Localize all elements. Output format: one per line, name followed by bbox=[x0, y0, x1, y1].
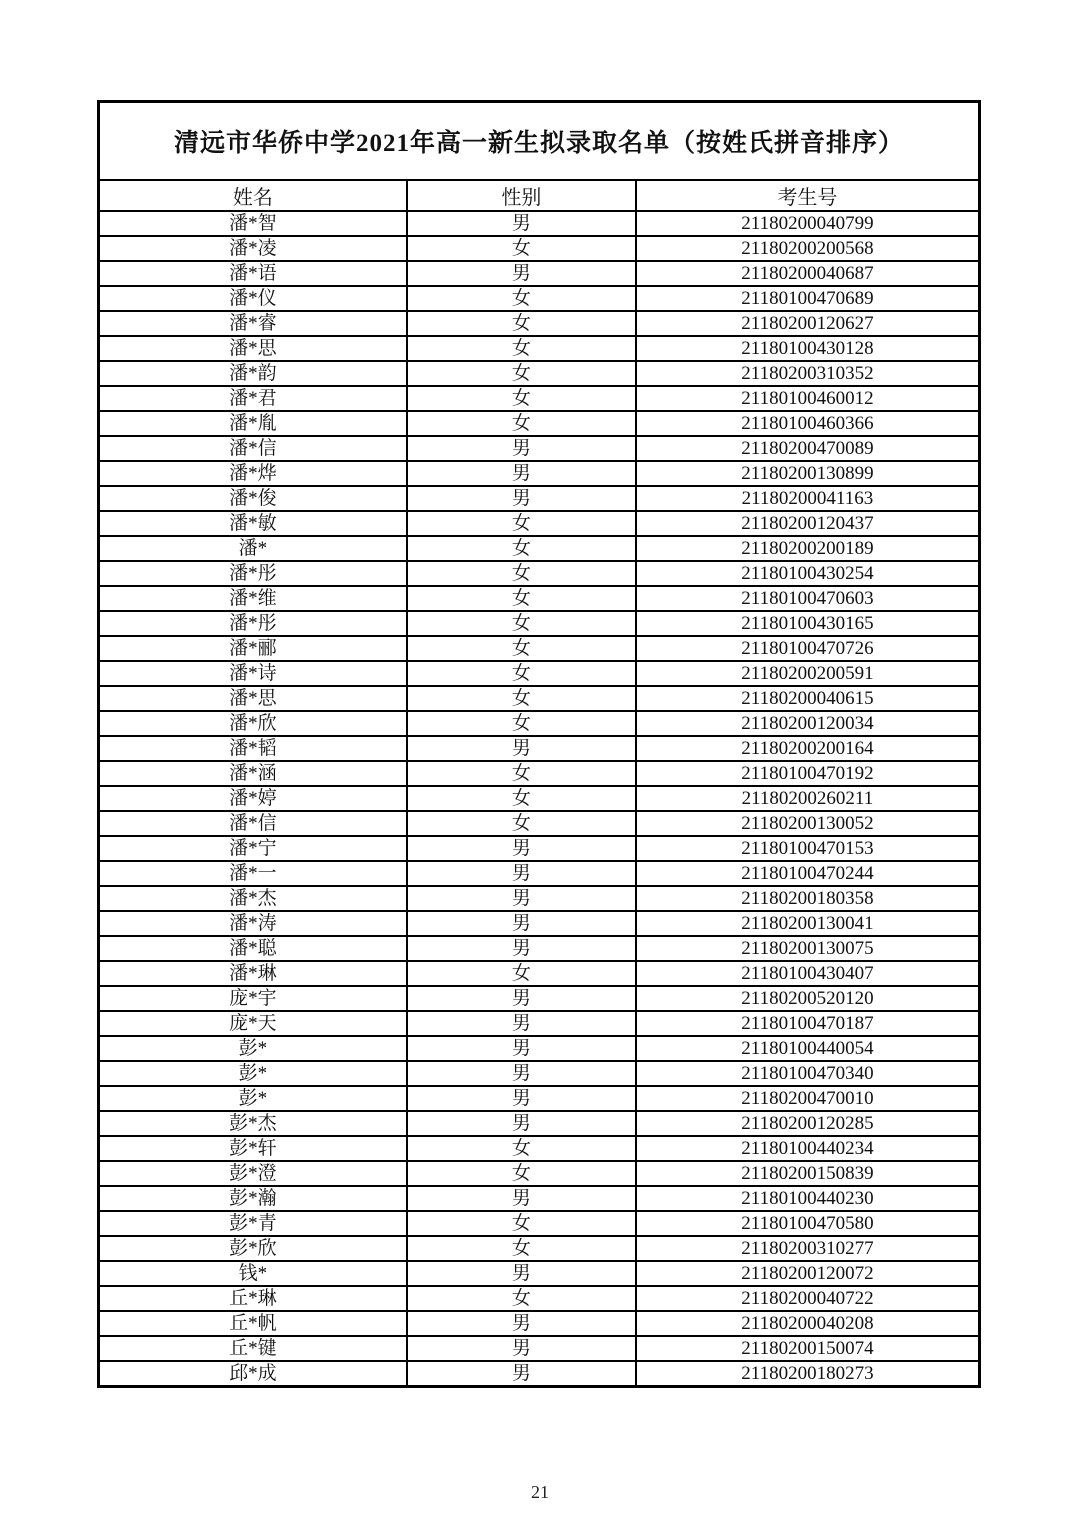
table-row bbox=[99, 711, 980, 736]
student-name: 潘*君 bbox=[99, 386, 407, 411]
exam-number: 21180100440230 bbox=[636, 1186, 980, 1211]
student-name: 潘*信 bbox=[99, 811, 407, 836]
student-name: 潘*凌 bbox=[99, 236, 407, 261]
table-row bbox=[99, 1036, 980, 1061]
student-gender: 男 bbox=[407, 1036, 636, 1061]
table-row bbox=[99, 936, 980, 961]
table-row bbox=[99, 236, 980, 261]
exam-number: 21180100470153 bbox=[636, 836, 980, 861]
student-gender: 男 bbox=[407, 1011, 636, 1036]
exam-number: 21180200040208 bbox=[636, 1311, 980, 1336]
header-exam-number: 考生号 bbox=[636, 180, 980, 211]
table-row bbox=[99, 311, 980, 336]
student-gender: 女 bbox=[407, 961, 636, 986]
student-name: 潘*涛 bbox=[99, 911, 407, 936]
exam-number: 21180100470187 bbox=[636, 1011, 980, 1036]
table-row bbox=[99, 861, 980, 886]
table-row bbox=[99, 686, 980, 711]
exam-number: 21180200180358 bbox=[636, 886, 980, 911]
student-gender: 女 bbox=[407, 686, 636, 711]
table-row bbox=[99, 1086, 980, 1111]
exam-number: 21180200120627 bbox=[636, 311, 980, 336]
student-gender: 男 bbox=[407, 1086, 636, 1111]
table-row bbox=[99, 1211, 980, 1236]
student-name: 彭*欣 bbox=[99, 1236, 407, 1261]
table-row bbox=[99, 1061, 980, 1086]
exam-number: 21180200200164 bbox=[636, 736, 980, 761]
table-row bbox=[99, 886, 980, 911]
student-name: 潘*欣 bbox=[99, 711, 407, 736]
table-row bbox=[99, 561, 980, 586]
exam-number: 21180200120285 bbox=[636, 1111, 980, 1136]
exam-number: 21180200120437 bbox=[636, 511, 980, 536]
student-gender: 女 bbox=[407, 311, 636, 336]
student-name: 彭* bbox=[99, 1036, 407, 1061]
table-row bbox=[99, 836, 980, 861]
admission-table bbox=[97, 100, 981, 1388]
student-gender: 女 bbox=[407, 611, 636, 636]
exam-number: 21180200200568 bbox=[636, 236, 980, 261]
exam-number: 21180200200189 bbox=[636, 536, 980, 561]
header-row bbox=[99, 180, 980, 211]
student-name: 潘*烨 bbox=[99, 461, 407, 486]
exam-number: 21180200120072 bbox=[636, 1261, 980, 1286]
student-name: 潘*韬 bbox=[99, 736, 407, 761]
exam-number: 21180100460366 bbox=[636, 411, 980, 436]
exam-number: 21180200200591 bbox=[636, 661, 980, 686]
table-row bbox=[99, 611, 980, 636]
student-name: 丘*帆 bbox=[99, 1311, 407, 1336]
table-row bbox=[99, 586, 980, 611]
exam-number: 21180200041163 bbox=[636, 486, 980, 511]
exam-number: 21180200520120 bbox=[636, 986, 980, 1011]
student-gender: 女 bbox=[407, 561, 636, 586]
table-row bbox=[99, 1136, 980, 1161]
student-name: 钱* bbox=[99, 1261, 407, 1286]
table-row bbox=[99, 536, 980, 561]
table-row bbox=[99, 661, 980, 686]
student-gender: 女 bbox=[407, 1236, 636, 1261]
table-row bbox=[99, 1161, 980, 1186]
student-gender: 女 bbox=[407, 811, 636, 836]
document-title: 清远市华侨中学2021年高一新生拟录取名单（按姓氏拼音排序） bbox=[99, 102, 980, 181]
student-name: 潘*一 bbox=[99, 861, 407, 886]
table-row bbox=[99, 461, 980, 486]
student-gender: 女 bbox=[407, 786, 636, 811]
table-row bbox=[99, 986, 980, 1011]
student-gender: 男 bbox=[407, 836, 636, 861]
student-name: 丘*键 bbox=[99, 1336, 407, 1361]
table-row bbox=[99, 261, 980, 286]
student-name: 潘*彤 bbox=[99, 611, 407, 636]
table-row bbox=[99, 361, 980, 386]
student-name: 潘*维 bbox=[99, 586, 407, 611]
student-gender: 女 bbox=[407, 586, 636, 611]
exam-number: 21180200470089 bbox=[636, 436, 980, 461]
student-gender: 男 bbox=[407, 986, 636, 1011]
table-row bbox=[99, 1336, 980, 1361]
student-gender: 男 bbox=[407, 1311, 636, 1336]
student-gender: 女 bbox=[407, 761, 636, 786]
student-name: 潘* bbox=[99, 536, 407, 561]
exam-number: 21180200130052 bbox=[636, 811, 980, 836]
student-name: 彭* bbox=[99, 1061, 407, 1086]
student-gender: 女 bbox=[407, 336, 636, 361]
student-gender: 男 bbox=[407, 736, 636, 761]
student-gender: 男 bbox=[407, 1186, 636, 1211]
student-name: 潘*宁 bbox=[99, 836, 407, 861]
student-gender: 男 bbox=[407, 261, 636, 286]
exam-number: 21180100470580 bbox=[636, 1211, 980, 1236]
student-name: 潘*思 bbox=[99, 686, 407, 711]
exam-number: 21180100470340 bbox=[636, 1061, 980, 1086]
exam-number: 21180200040799 bbox=[636, 211, 980, 236]
exam-number: 21180200150839 bbox=[636, 1161, 980, 1186]
student-gender: 女 bbox=[407, 1286, 636, 1311]
student-name: 庞*天 bbox=[99, 1011, 407, 1036]
student-name: 彭* bbox=[99, 1086, 407, 1111]
student-gender: 女 bbox=[407, 1211, 636, 1236]
table-row bbox=[99, 1186, 980, 1211]
table-row bbox=[99, 1011, 980, 1036]
student-gender: 男 bbox=[407, 886, 636, 911]
exam-number: 21180100470192 bbox=[636, 761, 980, 786]
student-name: 潘*敏 bbox=[99, 511, 407, 536]
student-name: 潘*郦 bbox=[99, 636, 407, 661]
exam-number: 21180200040615 bbox=[636, 686, 980, 711]
student-name: 潘*涵 bbox=[99, 761, 407, 786]
student-name: 潘*诗 bbox=[99, 661, 407, 686]
student-name: 潘*睿 bbox=[99, 311, 407, 336]
student-name: 彭*澄 bbox=[99, 1161, 407, 1186]
student-name: 潘*琳 bbox=[99, 961, 407, 986]
student-name: 潘*杰 bbox=[99, 886, 407, 911]
table-row bbox=[99, 1236, 980, 1261]
exam-number: 21180200150074 bbox=[636, 1336, 980, 1361]
exam-number: 21180100430254 bbox=[636, 561, 980, 586]
exam-number: 21180200120034 bbox=[636, 711, 980, 736]
student-name: 彭*轩 bbox=[99, 1136, 407, 1161]
exam-number: 21180200260211 bbox=[636, 786, 980, 811]
student-gender: 女 bbox=[407, 386, 636, 411]
student-name: 潘*聪 bbox=[99, 936, 407, 961]
student-name: 彭*青 bbox=[99, 1211, 407, 1236]
header-name: 姓名 bbox=[99, 180, 407, 211]
exam-number: 21180200310352 bbox=[636, 361, 980, 386]
header-gender: 性别 bbox=[407, 180, 636, 211]
student-gender: 女 bbox=[407, 1136, 636, 1161]
table-row bbox=[99, 811, 980, 836]
student-gender: 男 bbox=[407, 1336, 636, 1361]
exam-number: 21180100430407 bbox=[636, 961, 980, 986]
table-row bbox=[99, 1286, 980, 1311]
table-row bbox=[99, 411, 980, 436]
student-gender: 男 bbox=[407, 1111, 636, 1136]
student-gender: 男 bbox=[407, 1361, 636, 1387]
student-gender: 女 bbox=[407, 286, 636, 311]
student-gender: 女 bbox=[407, 411, 636, 436]
exam-number: 21180200180273 bbox=[636, 1361, 980, 1387]
student-name: 潘*智 bbox=[99, 211, 407, 236]
student-name: 潘*婷 bbox=[99, 786, 407, 811]
table-row bbox=[99, 511, 980, 536]
page-number: 21 bbox=[531, 1482, 549, 1502]
title-row bbox=[99, 102, 980, 181]
exam-number: 21180100470726 bbox=[636, 636, 980, 661]
table-row bbox=[99, 1311, 980, 1336]
table-row bbox=[99, 1261, 980, 1286]
student-name: 庞*宇 bbox=[99, 986, 407, 1011]
table-row bbox=[99, 386, 980, 411]
table-row bbox=[99, 961, 980, 986]
exam-number: 21180100430165 bbox=[636, 611, 980, 636]
table-row bbox=[99, 1111, 980, 1136]
table-row bbox=[99, 211, 980, 236]
exam-number: 21180200130041 bbox=[636, 911, 980, 936]
table-row bbox=[99, 286, 980, 311]
exam-number: 21180200470010 bbox=[636, 1086, 980, 1111]
student-gender: 女 bbox=[407, 711, 636, 736]
student-gender: 女 bbox=[407, 661, 636, 686]
student-name: 潘*胤 bbox=[99, 411, 407, 436]
student-gender: 女 bbox=[407, 236, 636, 261]
student-name: 邱*成 bbox=[99, 1361, 407, 1387]
table-row bbox=[99, 336, 980, 361]
table-row bbox=[99, 911, 980, 936]
exam-number: 21180100470244 bbox=[636, 861, 980, 886]
student-gender: 男 bbox=[407, 211, 636, 236]
student-gender: 男 bbox=[407, 911, 636, 936]
student-name: 潘*韵 bbox=[99, 361, 407, 386]
table-row bbox=[99, 1361, 980, 1387]
exam-number: 21180100440054 bbox=[636, 1036, 980, 1061]
exam-number: 21180200040687 bbox=[636, 261, 980, 286]
table-row bbox=[99, 786, 980, 811]
student-name: 潘*信 bbox=[99, 436, 407, 461]
exam-number: 21180200130899 bbox=[636, 461, 980, 486]
student-name: 彭*杰 bbox=[99, 1111, 407, 1136]
exam-number: 21180100470689 bbox=[636, 286, 980, 311]
student-gender: 女 bbox=[407, 636, 636, 661]
student-gender: 女 bbox=[407, 511, 636, 536]
student-name: 彭*瀚 bbox=[99, 1186, 407, 1211]
table-row bbox=[99, 761, 980, 786]
exam-number: 21180100440234 bbox=[636, 1136, 980, 1161]
student-name: 潘*思 bbox=[99, 336, 407, 361]
student-gender: 女 bbox=[407, 1161, 636, 1186]
exam-number: 21180100430128 bbox=[636, 336, 980, 361]
exam-number: 21180100460012 bbox=[636, 386, 980, 411]
student-gender: 女 bbox=[407, 536, 636, 561]
table-row bbox=[99, 736, 980, 761]
student-gender: 男 bbox=[407, 486, 636, 511]
student-gender: 男 bbox=[407, 461, 636, 486]
exam-number: 21180200130075 bbox=[636, 936, 980, 961]
table-body bbox=[99, 211, 980, 1387]
exam-number: 21180100470603 bbox=[636, 586, 980, 611]
student-name: 丘*琳 bbox=[99, 1286, 407, 1311]
student-name: 潘*语 bbox=[99, 261, 407, 286]
student-name: 潘*俊 bbox=[99, 486, 407, 511]
student-gender: 男 bbox=[407, 1261, 636, 1286]
student-gender: 女 bbox=[407, 361, 636, 386]
table-row bbox=[99, 636, 980, 661]
table-row bbox=[99, 486, 980, 511]
student-gender: 男 bbox=[407, 936, 636, 961]
table-row bbox=[99, 436, 980, 461]
student-gender: 男 bbox=[407, 436, 636, 461]
student-name: 潘*仪 bbox=[99, 286, 407, 311]
student-gender: 男 bbox=[407, 861, 636, 886]
student-gender: 男 bbox=[407, 1061, 636, 1086]
student-name: 潘*彤 bbox=[99, 561, 407, 586]
exam-number: 21180200040722 bbox=[636, 1286, 980, 1311]
exam-number: 21180200310277 bbox=[636, 1236, 980, 1261]
